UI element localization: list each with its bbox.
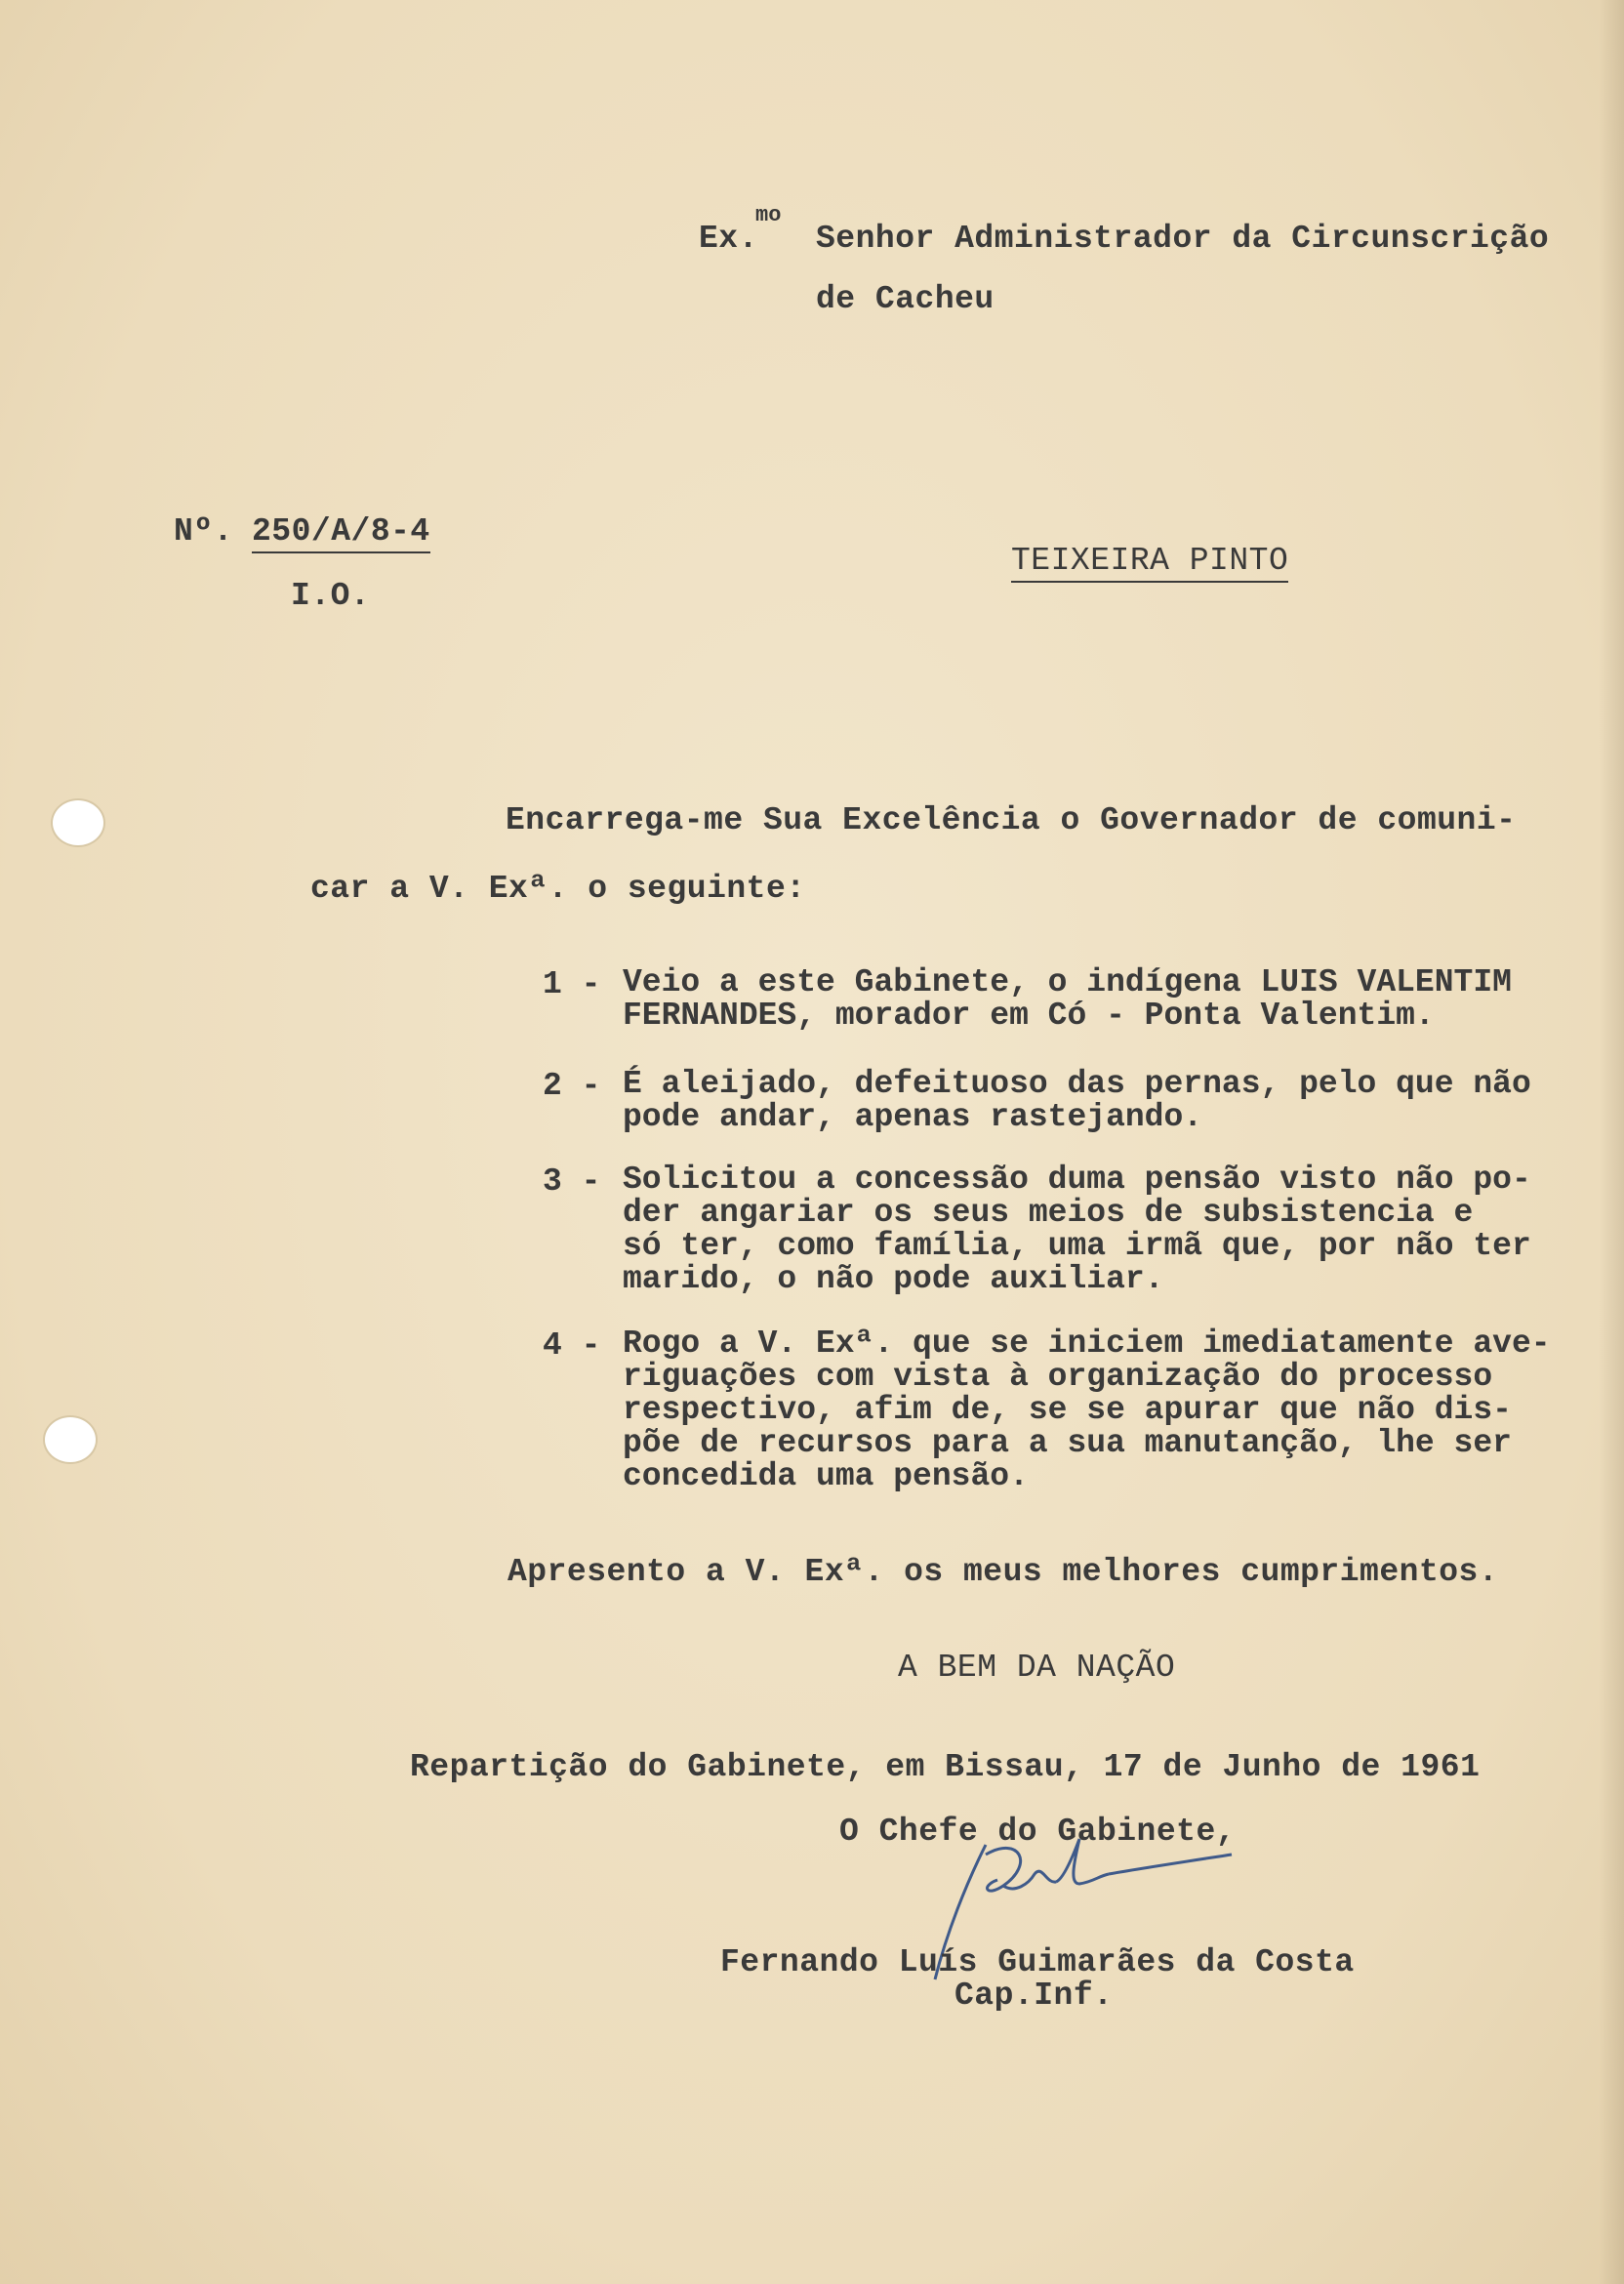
item-number: 2 - xyxy=(543,1068,601,1104)
paper-edge-shadow xyxy=(1599,0,1624,2284)
item-line: Rogo a V. Exª. que se iniciem imediatamente ave- xyxy=(623,1326,1551,1362)
item-line: FERNANDES, morador em Có - Ponta Valentim. xyxy=(623,998,1435,1034)
item-line: É aleijado, defeituoso das pernas, pelo que não xyxy=(623,1066,1531,1102)
signer-name: Fernando Luís Guimarães da Costa xyxy=(720,1944,1355,1980)
item-line: põe de recursos para a sua manutanção, lhe ser xyxy=(623,1425,1512,1461)
closing-line: Apresento a V. Exª. os meus melhores cumprimentos. xyxy=(508,1554,1499,1590)
item-number: 1 - xyxy=(543,966,601,1002)
reference-code: I.O. xyxy=(291,578,371,614)
item-line: Veio a este Gabinete, o indígena LUIS VALENTIM xyxy=(623,964,1512,1000)
signer-rank: Cap.Inf. xyxy=(954,1978,1114,2014)
item-line: der angariar os seus meios de subsistencia e xyxy=(623,1195,1474,1231)
item-line: Solicitou a concessão duma pensão visto não po- xyxy=(623,1162,1531,1198)
item-line: concedida uma pensão. xyxy=(623,1458,1029,1494)
address-prefix: Ex. xyxy=(699,221,758,257)
item-number: 3 - xyxy=(543,1163,601,1200)
destination: TEIXEIRA PINTO xyxy=(1011,543,1288,583)
item-line: marido, o não pode auxiliar. xyxy=(623,1261,1164,1297)
address-line-1: Senhor Administrador da Circunscrição xyxy=(816,221,1550,257)
punch-hole-bottom xyxy=(45,1417,96,1462)
item-line: só ter, como família, uma irmã que, por não ter xyxy=(623,1228,1531,1264)
intro-line-2: car a V. Exª. o seguinte: xyxy=(310,871,806,907)
punch-hole-top xyxy=(53,800,103,845)
reference-number: 250/A/8-4 xyxy=(252,513,430,553)
motto: A BEM DA NAÇÃO xyxy=(898,1650,1176,1686)
intro-line-1: Encarrega-me Sua Excelência o Governador de comuni- xyxy=(506,802,1517,838)
place-date: Repartição do Gabinete, em Bissau, 17 de Junho de 1961 xyxy=(410,1749,1481,1785)
item-number: 4 - xyxy=(543,1327,601,1364)
address-line-2: de Cacheu xyxy=(816,281,995,317)
item-line: riguações com vista à organização do processo xyxy=(623,1359,1493,1395)
item-line: pode andar, apenas rastejando. xyxy=(623,1099,1203,1135)
item-line: respectivo, afim de, se se apurar que não dis- xyxy=(623,1392,1512,1428)
signer-role: O Chefe do Gabinete, xyxy=(839,1814,1237,1850)
address-superscript: mo xyxy=(755,203,782,227)
reference-number-label: Nº. xyxy=(174,513,233,550)
